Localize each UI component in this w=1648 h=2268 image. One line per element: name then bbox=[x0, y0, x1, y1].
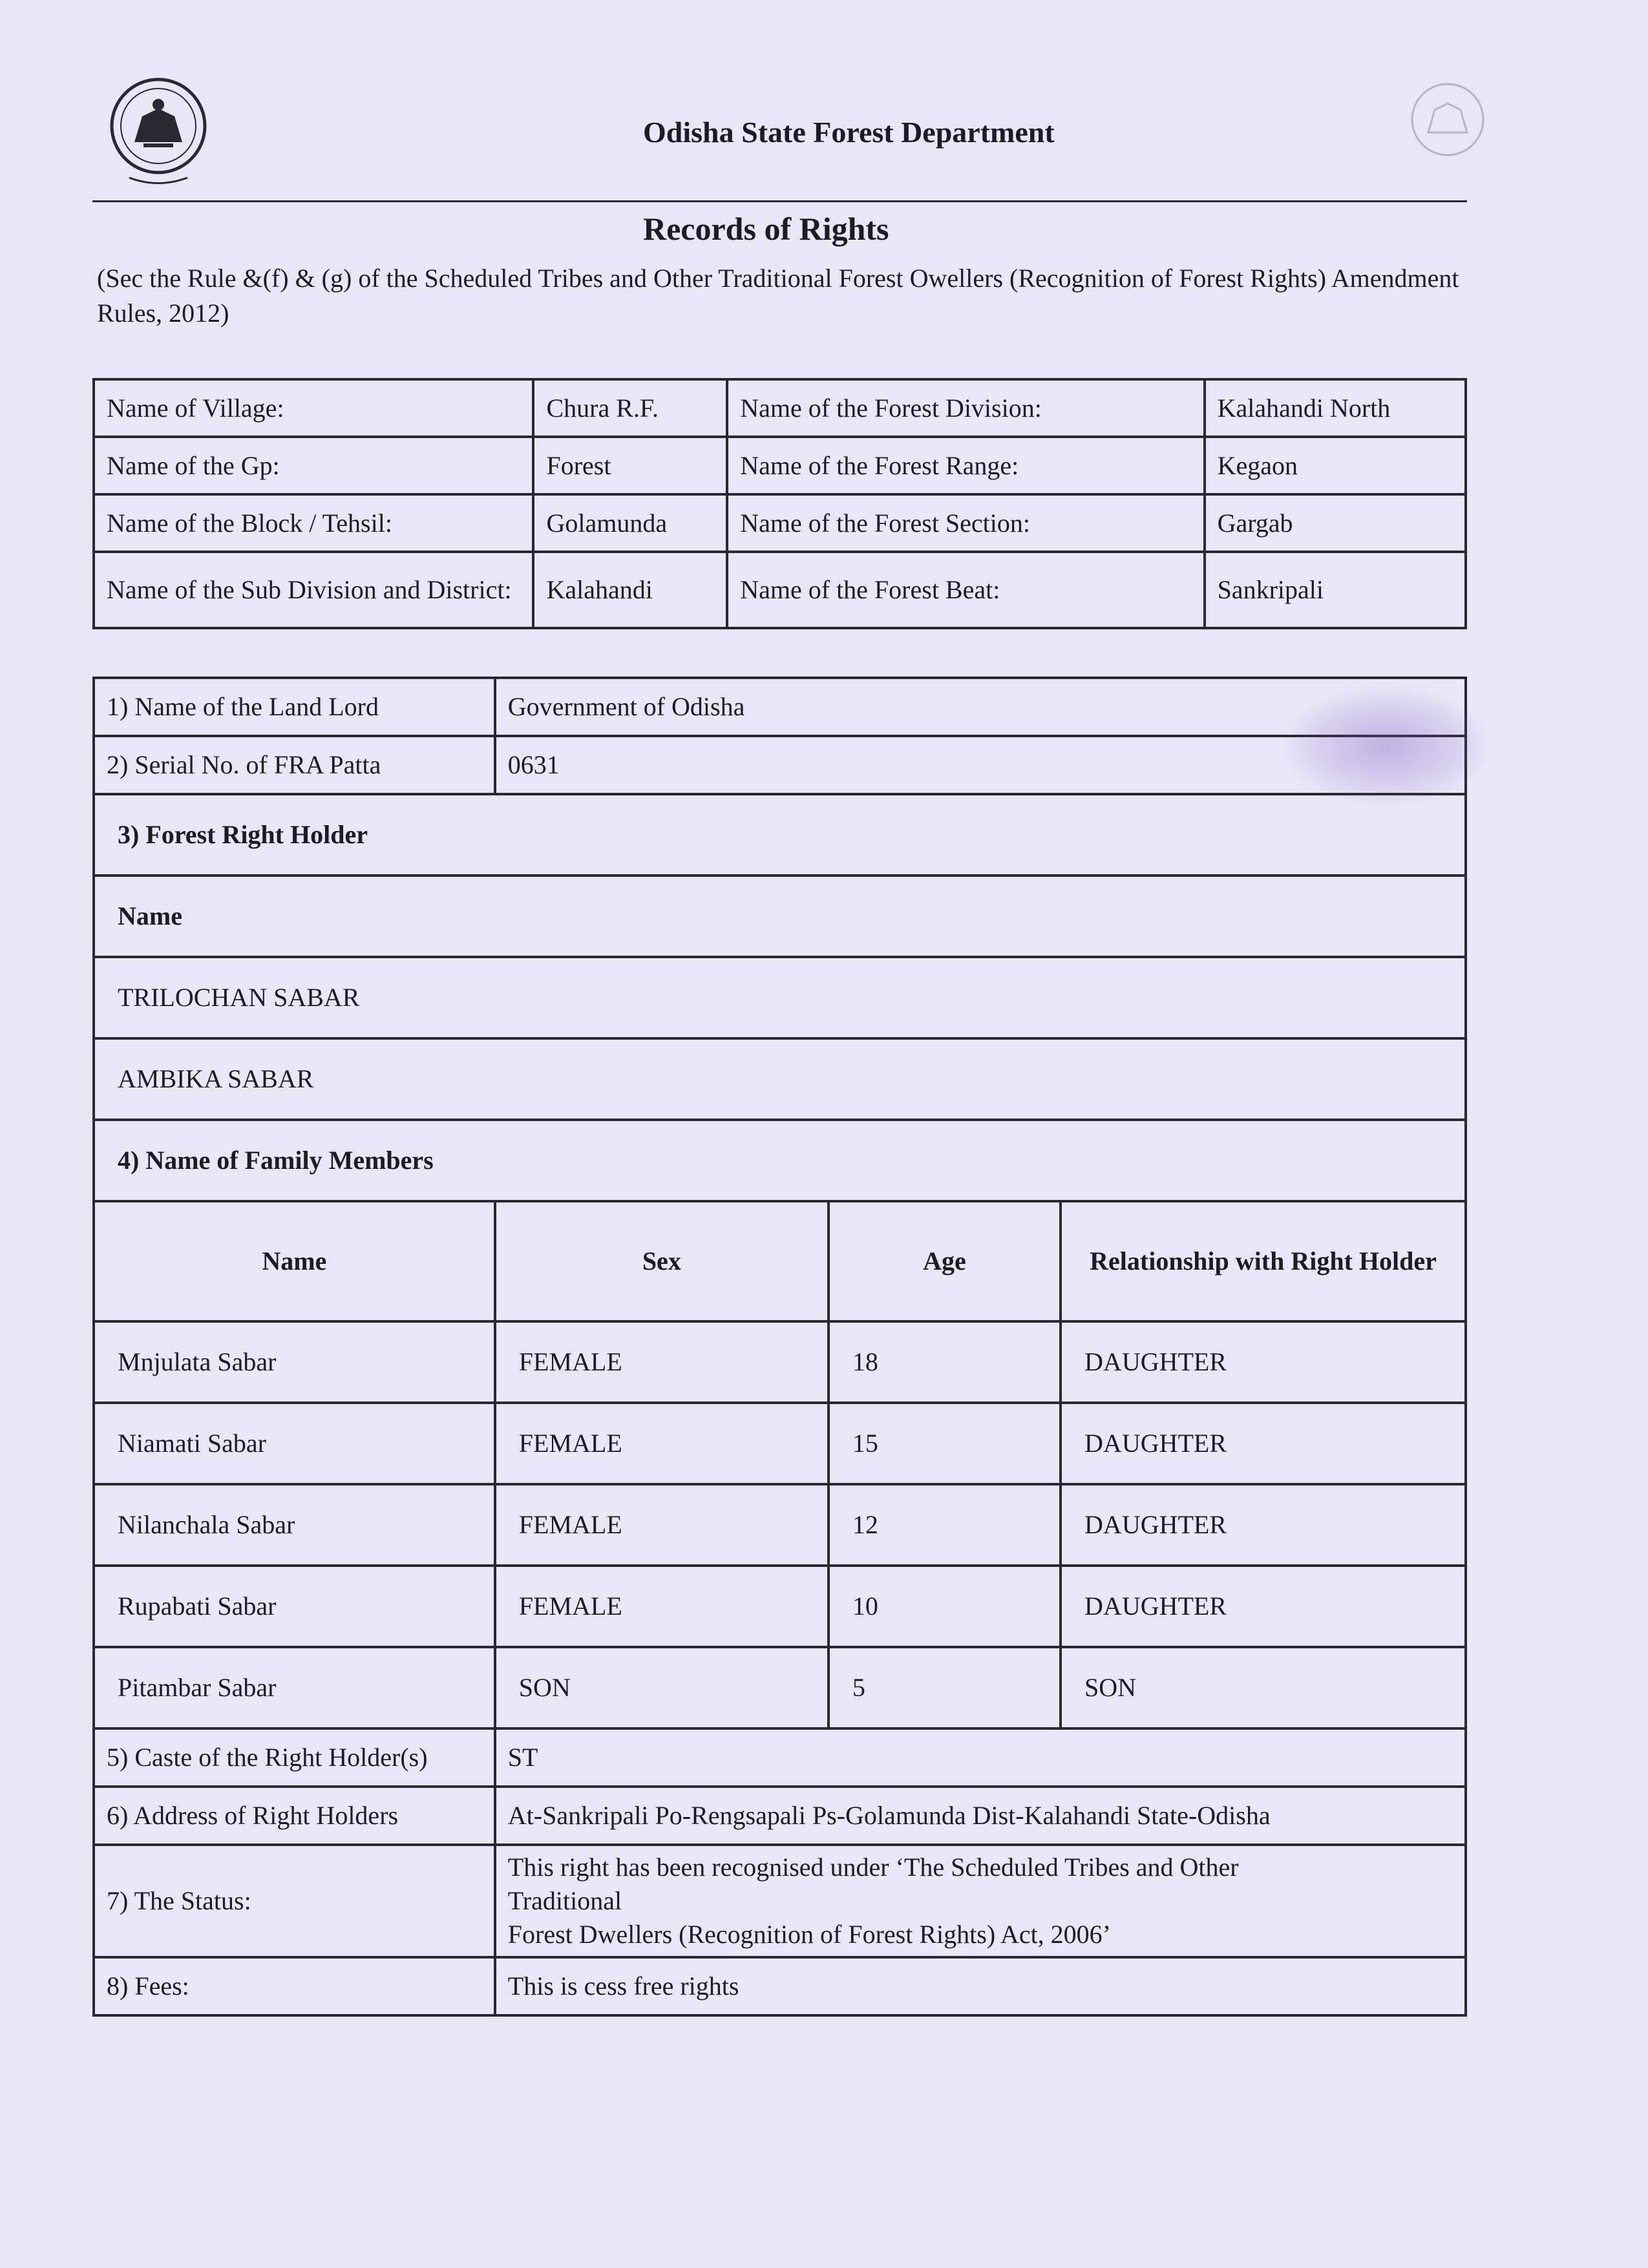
table-row bbox=[94, 379, 1466, 437]
table-row bbox=[94, 678, 1466, 736]
table-row bbox=[94, 1038, 1466, 1120]
column-header-name: Name bbox=[94, 1201, 495, 1321]
member-sex: FEMALE bbox=[495, 1484, 829, 1566]
member-name: Nilanchala Sabar bbox=[94, 1484, 495, 1566]
address-value: At-Sankripali Po-Rengsapali Ps-Golamunda Dist-Kalahandi State-Odisha bbox=[495, 1787, 1466, 1845]
landlord-label: 1) Name of the Land Lord bbox=[94, 678, 495, 736]
holder-name: AMBIKA SABAR bbox=[94, 1038, 1466, 1120]
beat-label: Name of the Forest Beat: bbox=[727, 552, 1204, 628]
family-header-row bbox=[94, 1201, 1466, 1321]
block-value: Golamunda bbox=[533, 494, 727, 552]
caste-value: ST bbox=[495, 1728, 1466, 1787]
subdivision-value: Kalahandi bbox=[533, 552, 727, 628]
member-age: 10 bbox=[829, 1566, 1061, 1647]
serial-value: 0631 bbox=[495, 736, 1466, 794]
rights-record-table bbox=[92, 677, 1467, 2017]
header-divider bbox=[92, 200, 1467, 202]
member-relation: DAUGHTER bbox=[1061, 1566, 1466, 1647]
right-holder-heading: 3) Forest Right Holder bbox=[94, 794, 1466, 876]
table-row bbox=[94, 1728, 1466, 1787]
status-line: This right has been recognised under ‘The Scheduled Tribes and Other bbox=[507, 1853, 1239, 1882]
member-age: 18 bbox=[829, 1321, 1061, 1403]
status-line: Forest Dwellers (Recognition of Forest Rights) Act, 2006’ bbox=[507, 1920, 1112, 1949]
landlord-value: Government of Odisha bbox=[495, 678, 1466, 736]
table-row bbox=[94, 794, 1466, 876]
column-header-relationship: Relationship with Right Holder bbox=[1061, 1201, 1466, 1321]
table-row bbox=[94, 957, 1466, 1038]
odisha-emblem-icon bbox=[103, 71, 213, 194]
member-age: 12 bbox=[829, 1484, 1061, 1566]
section-label: Name of the Forest Section: bbox=[727, 494, 1204, 552]
section-value: Gargab bbox=[1205, 494, 1466, 552]
department-title: Odisha State Forest Department bbox=[643, 116, 1055, 149]
table-row bbox=[94, 736, 1466, 794]
member-relation: DAUGHTER bbox=[1061, 1321, 1466, 1403]
member-sex: FEMALE bbox=[495, 1321, 829, 1403]
member-name: Mnjulata Sabar bbox=[94, 1321, 495, 1403]
table-row bbox=[94, 552, 1466, 628]
gp-value: Forest bbox=[533, 437, 727, 494]
column-header-sex: Sex bbox=[495, 1201, 829, 1321]
family-members-heading: 4) Name of Family Members bbox=[94, 1120, 1466, 1201]
member-relation: SON bbox=[1061, 1647, 1466, 1728]
gp-label: Name of the Gp: bbox=[94, 437, 533, 494]
fees-label: 8) Fees: bbox=[94, 1957, 495, 2015]
member-sex: SON bbox=[495, 1647, 829, 1728]
serial-label: 2) Serial No. of FRA Patta bbox=[94, 736, 495, 794]
ink-stamp-mark bbox=[1280, 685, 1493, 808]
family-member-row bbox=[94, 1321, 1466, 1403]
table-row bbox=[94, 876, 1466, 957]
status-label: 7) The Status: bbox=[94, 1845, 495, 1957]
member-age: 5 bbox=[829, 1647, 1061, 1728]
table-row bbox=[94, 1787, 1466, 1845]
member-name: Rupabati Sabar bbox=[94, 1566, 495, 1647]
member-sex: FEMALE bbox=[495, 1566, 829, 1647]
member-relation: DAUGHTER bbox=[1061, 1484, 1466, 1566]
family-member-row bbox=[94, 1484, 1466, 1566]
range-label: Name of the Forest Range: bbox=[727, 437, 1204, 494]
holder-name: TRILOCHAN SABAR bbox=[94, 957, 1466, 1038]
range-value: Kegaon bbox=[1205, 437, 1466, 494]
member-name: Niamati Sabar bbox=[94, 1403, 495, 1484]
village-label: Name of Village: bbox=[94, 379, 533, 437]
table-row bbox=[94, 494, 1466, 552]
status-value bbox=[495, 1845, 1466, 1957]
caste-label: 5) Caste of the Right Holder(s) bbox=[94, 1728, 495, 1787]
family-member-row bbox=[94, 1403, 1466, 1484]
document-title: Records of Rights bbox=[643, 211, 889, 247]
status-line: Traditional bbox=[507, 1886, 622, 1915]
holder-name-heading: Name bbox=[94, 876, 1466, 957]
table-row bbox=[94, 1120, 1466, 1201]
division-value: Kalahandi North bbox=[1205, 379, 1466, 437]
address-label: 6) Address of Right Holders bbox=[94, 1787, 495, 1845]
member-sex: FEMALE bbox=[495, 1403, 829, 1484]
block-label: Name of the Block / Tehsil: bbox=[94, 494, 533, 552]
table-row bbox=[94, 1957, 1466, 2015]
division-label: Name of the Forest Division: bbox=[727, 379, 1204, 437]
member-age: 15 bbox=[829, 1403, 1061, 1484]
family-member-row bbox=[94, 1647, 1466, 1728]
fees-value: This is cess free rights bbox=[495, 1957, 1466, 2015]
column-header-age: Age bbox=[829, 1201, 1061, 1321]
table-row bbox=[94, 1845, 1466, 1957]
member-name: Pitambar Sabar bbox=[94, 1647, 495, 1728]
subdivision-label: Name of the Sub Division and District: bbox=[94, 552, 533, 628]
rule-reference: (Sec the Rule &(f) & (g) of the Scheduled Tribes and Other Traditional Forest Owellers (Recognition of Forest Rights) Amendment Rules, 2012) bbox=[97, 264, 1459, 328]
family-member-row bbox=[94, 1566, 1466, 1647]
member-relation: DAUGHTER bbox=[1061, 1403, 1466, 1484]
village-value: Chura R.F. bbox=[533, 379, 727, 437]
beat-value: Sankripali bbox=[1205, 552, 1466, 628]
faint-seal-icon bbox=[1402, 71, 1493, 174]
table-row bbox=[94, 437, 1466, 494]
location-table bbox=[92, 378, 1467, 629]
